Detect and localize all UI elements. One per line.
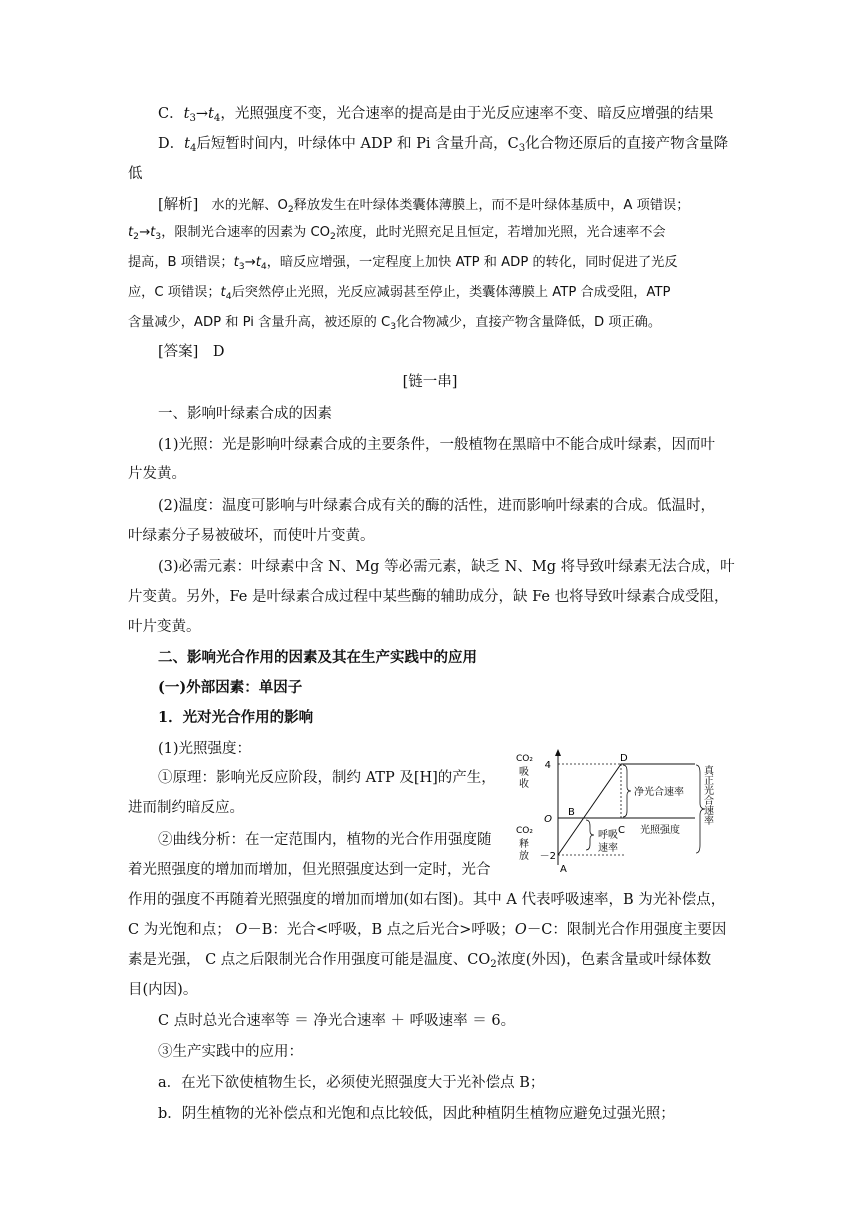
part1-p2b: 叶绿素分子易被破坏，而使叶片变黄。 [128, 528, 375, 544]
x-axis-label: 光照强度 [640, 825, 680, 836]
y-bot-label2: 释 [519, 839, 529, 850]
curve-line2: 着光照强度的增加而增加，但光照强度达到一定时，光合 [128, 862, 491, 878]
point-c: C [618, 825, 625, 836]
analysis-line2: $t_2\to t_3$，限制光合速率的因素为 $CO_2$浓度，此时光照充足且恒定，若增加光照，光合速率不会 [128, 225, 666, 242]
part2-heading: 二、影响光合作用的因素及其在生产实践中的应用 [158, 649, 477, 666]
analysis-line1: [解析] 水的光解、$O_2$释放发生在叶绿体类囊体薄膜上，而不是叶绿体基质中，A 项错误； [158, 197, 690, 215]
application-heading: ③生产实践中的应用： [158, 1044, 303, 1060]
resp-label-2: 速率 [598, 843, 618, 854]
principle-line2: 进而制约暗反应。 [128, 800, 244, 816]
resp-label-1: 呼吸 [598, 830, 618, 841]
resp-brace [586, 820, 594, 850]
point-a: A [560, 864, 567, 875]
option-d-line1: D．$t_4$后短暂时间内，叶绿体中 ADP 和 Pi 含量升高，$C_3$化合物还原后的直接产物含量降 [158, 136, 729, 154]
curve-line6: 目(内因)。 [128, 982, 198, 998]
part2-sub1: (一)外部因素：单因子 [158, 679, 303, 696]
option-d-line2: 低 [128, 166, 143, 182]
application-b: b．阴生植物的光补偿点和光饱和点比较低，因此种植阴生植物应避免过强光照； [158, 1106, 675, 1122]
analysis-line3: 提高，B 项错误；$t_3\to t_4$，暗反应增强，一定程度上加快 ATP 和 ADP 的转化，同时促进了光反 [128, 255, 678, 272]
formula-line: C 点时总光合速率等 ＝ 净光合速率 ＋ 呼吸速率 ＝ 6。 [158, 1013, 516, 1029]
y-top-label: CO₂ [516, 754, 533, 764]
principle-line1: ①原理：影响光反应阶段，制约 ATP 及[H]的产生， [158, 770, 496, 786]
true-rate-label [702, 764, 714, 825]
curve-line4: C 为光饱和点； O－B：光合<呼吸，B 点之后光合>呼吸；O－C：限制光合作用强度主要因 [128, 922, 727, 938]
part1-p1b: 片发黄。 [128, 466, 186, 482]
curve-line1: ②曲线分析：在一定范围内，植物的光合作用强度随 [158, 832, 492, 848]
net-brace [623, 765, 631, 817]
y-bot-label: CO₂ [516, 826, 533, 836]
curve-line [558, 764, 695, 855]
point-d: D [620, 753, 628, 764]
tick-4: 4 [544, 760, 551, 771]
y-axis-arrow [555, 749, 561, 756]
application-a: a．在光下欲使植物生长，必须使光照强度大于光补偿点 B； [158, 1075, 545, 1091]
section-title: [链一串] [402, 374, 458, 390]
light-curve-figure [510, 747, 720, 877]
part1-p2a: (2)温度：温度可影响与叶绿素合成有关的酶的活性，进而影响叶绿素的合成。低温时， [158, 498, 716, 514]
net-rate-label: 净光合速率 [634, 787, 684, 798]
part2-sub2: 1．光对光合作用的影响 [158, 709, 314, 726]
tick-0: O [544, 814, 552, 825]
y-bot-label3: 放 [519, 851, 529, 862]
part1-p3c: 叶片变黄。 [128, 619, 201, 635]
light-intensity-heading: (1)光照强度： [158, 741, 252, 757]
analysis-line5: 含量减少，ADP 和 Pi 含量升高，被还原的 $C_3$化合物减少，直接产物含量降低，D 项正确。 [128, 315, 662, 332]
y-top-label3: 收 [519, 779, 529, 790]
svg-text:真正光合速率: 真正光合速率 [701, 765, 713, 825]
curve-line5: 素是光强， C 点之后限制光合作用强度可能是温度、$CO_2$浓度(外因)，色素含量或叶绿体数 [128, 952, 712, 970]
part1-p1a: (1)光照：光是影响叶绿素合成的主要条件，一般植物在黑暗中不能合成叶绿素，因而叶 [158, 437, 716, 453]
tick-m2: －2 [539, 851, 556, 862]
part1-p3a: (3)必需元素：叶绿素中含 N、Mg 等必需元素，缺乏 N、Mg 将导致叶绿素无法合成，叶 [158, 559, 735, 575]
part1-p3b: 片变黄。另外，Fe 是叶绿素合成过程中某些酶的辅助成分，缺 Fe 也将导致叶绿素合成受阻， [128, 589, 729, 605]
part1-heading: 一、影响叶绿素合成的因素 [158, 406, 332, 422]
y-top-label2: 吸 [519, 767, 529, 778]
analysis-line4: 应，C 项错误；$t_4$后突然停止光照，光反应减弱甚至停止，类囊体薄膜上 ATP 合成受阻，ATP [128, 285, 671, 302]
point-b: B [568, 807, 575, 818]
answer: [答案] D [158, 344, 225, 360]
curve-line3: 作用的强度不再随着光照强度的增加而增加(如右图)。其中 A 代表呼吸速率，B 为光补偿点， [128, 892, 726, 908]
option-c: C．$t_3\to t_4$，光照强度不变，光合速率的提高是由于光反应速率不变、暗反应增强的结果 [158, 106, 714, 124]
